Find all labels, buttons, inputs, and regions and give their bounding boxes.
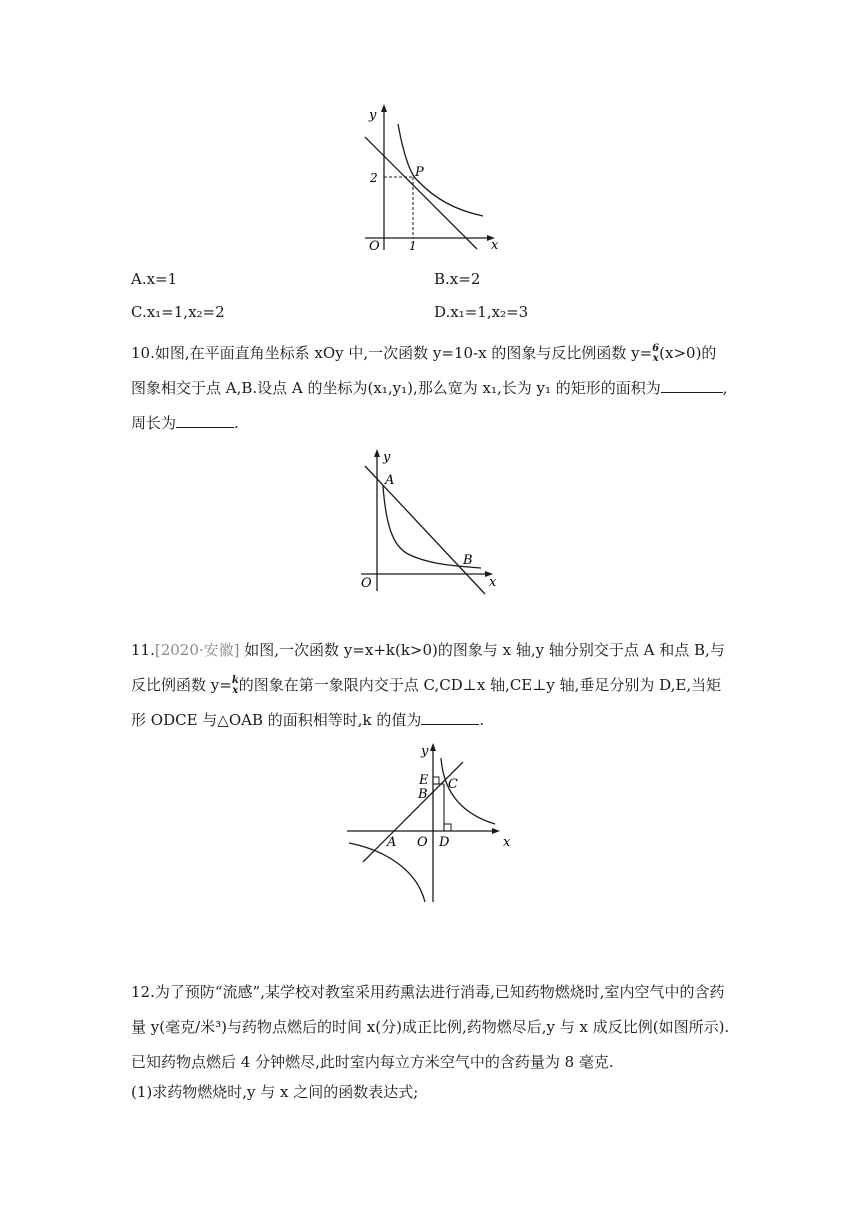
question-12-part-1: (1)求药物燃烧时,y 与 x 之间的函数表达式;: [131, 1083, 419, 1101]
question-text-part2: (x>0)的图象相交于点 A,B.设点 A 的坐标为(x₁,y₁),那么宽为 x₁,长为 y₁ 的矩形的面积为: [131, 344, 717, 397]
option-c: C.x₁=1,x₂=2: [131, 303, 225, 321]
figure-3-graph: [345, 740, 525, 905]
linear-function-line: [365, 466, 485, 594]
point-c-label: C: [448, 777, 458, 792]
figure-2-graph: [353, 446, 503, 596]
linear-function-line: [365, 137, 477, 249]
x-axis-label: x: [491, 238, 499, 252]
option-a: A.x=1: [131, 270, 178, 288]
answer-blank-area[interactable]: [661, 378, 723, 393]
question-text-part1: 如图,一次函数 y=x+k(k>0)的图象与 x 轴,y 轴分别交于点 A 和点 B,与反比例函数 y=: [131, 641, 725, 694]
origin-label: O: [417, 835, 428, 850]
y-axis-label: y: [421, 744, 429, 759]
point-b-label: B: [463, 553, 473, 568]
y-axis-label: y: [369, 108, 377, 123]
answer-blank-perimeter[interactable]: [176, 413, 234, 428]
question-number: 10.: [131, 344, 155, 362]
question-number: 11.: [131, 641, 155, 659]
hyperbola-curve: [398, 124, 483, 216]
point-a-label: A: [387, 835, 397, 850]
point-d-label: D: [439, 835, 450, 850]
question-text-part2: 的图象在第一象限内交于点 C,CD⊥x 轴,CE⊥y 轴,垂足分别为 D,E,当矩形 ODCE 与△OAB 的面积相等时,k 的值为: [131, 676, 722, 729]
question-text: 为了预防“流感”,某学校对教室采用药熏法进行消毒,已知药物燃烧时,室内空气中的含药量 y(毫克/米³)与药物点燃后的时间 x(分)成正比例,药物燃尽后,y 与 x 成反比例(如图所示).已知药物点燃后 4 分钟燃尽,此时室内每立方米空气中的含药量为 8 毫克.: [131, 983, 730, 1071]
point-e-label: E: [419, 773, 429, 788]
question-source: [2020·安徽]: [154, 641, 240, 659]
fraction-k-over-x: k x: [231, 675, 239, 696]
tick-x-1: 1: [409, 239, 417, 252]
point-a-label: A: [385, 473, 395, 488]
origin-label: O: [361, 576, 372, 591]
question-10: 10.如图,在平面直角坐标系 xOy 中,一次函数 y=10-x 的图象与反比例函数 y= 6 x (x>0)的图象相交于点 A,B.设点 A 的坐标为(x₁,y₁),那么宽为 x₁,长为 y₁ 的矩形的面积为 ,周长为 .: [131, 343, 728, 432]
tick-y-2: 2: [370, 171, 378, 185]
origin-label: O: [369, 239, 380, 252]
y-axis-label: y: [383, 450, 391, 465]
hyperbola-branch-q3: [349, 843, 425, 902]
x-axis-label: x: [489, 575, 497, 590]
option-d: D.x₁=1,x₂=3: [434, 303, 529, 321]
x-axis-label: x: [503, 835, 511, 850]
question-12: [131, 975, 731, 1080]
question-number: 12.: [131, 983, 155, 1001]
point-b-label: B: [418, 787, 428, 802]
fraction-6-over-x: 6 x: [652, 343, 660, 364]
question-11: 11.[2020·安徽] 如图,一次函数 y=x+k(k>0)的图象与 x 轴,y 轴分别交于点 A 和点 B,与反比例函数 y= k x 的图象在第一象限内交于点 C,CD⊥x 轴,CE⊥y 轴,垂足分别为 D,E,当矩形 ODCE 与△OAB 的面积相等时,k 的值为 .: [131, 641, 725, 729]
question-text-part3: ,周长为: [131, 379, 728, 432]
point-p-label: P: [415, 165, 424, 180]
answer-blank-k[interactable]: [421, 710, 479, 725]
option-b: B.x=2: [434, 270, 481, 288]
question-text-part1: 如图,在平面直角坐标系 xOy 中,一次函数 y=10-x 的图象与反比例函数 y=: [154, 344, 653, 362]
figure-1-graph: [355, 102, 515, 252]
